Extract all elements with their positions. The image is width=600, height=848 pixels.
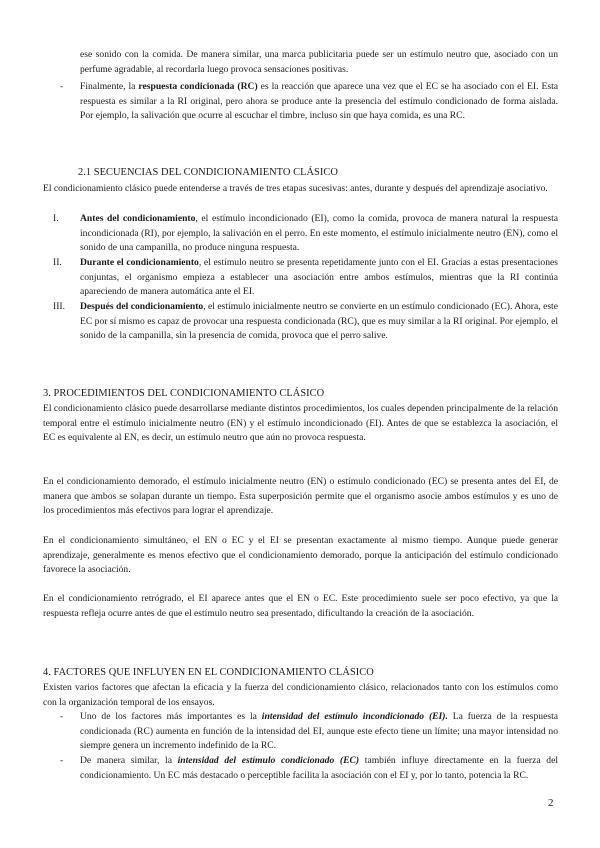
page-number: 2 xyxy=(548,797,554,809)
bullet-marker: - xyxy=(60,755,64,766)
bullet-marker: - xyxy=(60,81,64,92)
sequence-term: Antes del condicionamiento xyxy=(80,213,196,224)
section-2-1-intro: El condicionamiento clásico puede entenderse a través de tres etapas sucesivas: antes, durante y después del aprendizaje asociativo. xyxy=(43,183,548,194)
section-4-intro: Existen varios factores que afectan la eficacia y la fuerza del condicionamiento clásico, relacionados tanto con los estímulos como con la organización temporal de los ensayos. xyxy=(43,682,558,708)
document-page: ese sonido con la comida. De manera similar, una marca publicitaria puede ser un estímulo neutro que, asociado con un perfume agradable, al recordarla luego provoca sensaciones positivas. - Finalmente, la respuesta condicionada (RC) es la reacción que aparece una vez que el EC se ha asociado con el EI. Esta respuesta es similar a la RI original, pero ahora se produce ante la presencia del estímulo condicionado de forma aislada. Por ejemplo, la salivación que ocurre al escuchar el timbre, incluso sin que haya comida, es una RC. 2.1 SECUENCIAS DEL CONDICIONAMIENTO CLÁSICO El condicionamiento clásico puede entenderse a través de tres etapas sucesivas: antes, durante y después del aprendizaje asociativo. I. Antes del condicionamiento, el estímulo incondicionado (EI), como la comida, provoca de manera natural la respuesta incondicionada (RI), por ejemplo, la salivación en el perro. En este momento, el estímulo inicialmente neutro (EN), como el sonido de una campanilla, no produce ninguna respuesta. II. Durante el condicionamiento, el estímulo neutro se presenta repetidamente junto con el EI. Gracias a estas presentaciones conjuntas, el organismo empieza a establecer una asociación entre ambos estímulos, mientras que la RI continúa apareciendo de manera automática ante el EI. III. Después del condicionamiento, el estímulo inicialmente neutro se convierte en un estímulo condicionado (EC). Ahora, este EC por sí mismo es capaz de provocar una respuesta condicionada (RC), que es muy similar a la RI original. Por ejemplo, el sonido de la campanilla, sin la presencia de comida, provoca que el perro salive. 3. PROCEDIMIENTOS DEL CONDICIONAMIENTO CLÁSICO El condicionamiento clásico puede desarrollarse mediante distintos procedimientos, los cuales dependen principalmente de la relación temporal entre el estímulo inicialmente neutro (EN) y el estímulo incondicionado (EI). Antes de que se establezca la asociación, el EC es equivalente al EN, es decir, un estímulo neutro que aún no provoca respuesta. En el condicionamiento demorado, el estímulo inicialmente neutro (EN) o estímulo condicionado (EC) se presenta antes del EI, de manera que ambos se solapan durante un tiempo. Esta superposición permite que el organismo asocie ambos estímulos y es uno de los procedimientos más efectivos para lograr el aprendizaje. En el condicionamiento simultáneo, el EN o EC y el EI se presentan exactamente al mismo tiempo. Aunque puede generar aprendizaje, generalmente es menos efectivo que el condicionamiento demorado, porque la anticipación del estímulo condicionado favorece la asociación. En el condicionamiento retrógrado, el EI aparece antes que el EN o EC. Este procedimiento suele ser poco efectivo, ya que la respuesta refleja ocurre antes de que el estímulo neutro sea presentado, dificultando la creación de la asociación. 4. FACTORES QUE INFLUYEN EN EL CONDICIONAMIENTO CLÁSICO Existen varios factores que afectan la eficacia y la fuerza del condicionamiento clásico, relacionados tanto con los estímulos como con la organización temporal de los ensayos. - Uno de los factores más importantes es la intensidad del estímulo incondicionado (EI). La fuerza de la respuesta condicionada (RC) aumenta en función de la intensidad del EI, aunque este efecto tiene un límite; una mayor intensidad no siempre genera un incremento indefinido de la RC. - De manera similar, la intensidad del estímulo condicionado (EC) también influye directamente en la fuerza del condicionamiento. Un EC más destacado o perceptible facilita la asociación con el EI y, por lo tanto, potencia la RC. 2 xyxy=(0,0,600,848)
section-heading-3: 3. PROCEDIMIENTOS DEL CONDICIONAMIENTO CLÁSICO xyxy=(43,388,325,399)
roman-marker: II. xyxy=(53,257,62,268)
sequence-term: Después del condicionamiento xyxy=(80,301,204,312)
roman-marker: I. xyxy=(53,213,59,224)
rc-term: respuesta condicionada (RC) xyxy=(138,81,258,92)
factor-term: intensidad del estímulo condicionado (EC) xyxy=(177,755,360,766)
section-3-paragraph: El condicionamiento clásico puede desarrollarse mediante distintos procedimientos, los cuales dependen principalmente de la relación temporal entre el estímulo inicialmente neutro (EN) y el estímulo incondicionado (EI). Antes de que se establezca la asociación, el EC es equivalente al EN, es decir, un estímulo neutro que aún no provoca respuesta. xyxy=(43,403,558,444)
section-3-paragraph: En el condicionamiento retrógrado, el EI aparece antes que el EN o EC. Este procedimiento suele ser poco efectivo, ya que la respuesta refleja ocurre antes de que el estímulo neutro sea presentado, dificultando la creación de la asociación. xyxy=(43,593,558,619)
sequence-term: Durante el condicionamiento xyxy=(80,257,199,268)
bullet-marker: - xyxy=(60,711,64,722)
section-heading-4: 4. FACTORES QUE INFLUYEN EN EL CONDICIONAMIENTO CLÁSICO xyxy=(43,667,374,678)
section-3-paragraph: En el condicionamiento simultáneo, el EN o EC y el EI se presentan exactamente al mismo tiempo. Aunque puede generar aprendizaje, generalmente es menos efectivo que el condicionamiento demorado, porque la anticipación del estímulo condicionado favorece la asociación. xyxy=(43,535,558,576)
section-heading-2-1: 2.1 SECUENCIAS DEL CONDICIONAMIENTO CLÁSICO xyxy=(78,167,338,178)
section-3-paragraph: En el condicionamiento demorado, el estímulo inicialmente neutro (EN) o estímulo condicionado (EC) se presenta antes del EI, de manera que ambos se solapan durante un tiempo. Esta superposición permite que el organismo asocie ambos estímulos y es uno de los procedimientos más efectivos para lograr el aprendizaje. xyxy=(43,476,558,517)
rc-bullet-text: Finalmente, la respuesta condicionada (RC) es la reacción que aparece una vez que el EC se ha asociado con el EI. Esta respuesta es similar a la RI original, pero ahora se produce ante la presencia del estímulo condicionado de forma aislada. Por ejemplo, la salivación que ocurre al escuchar el timbre, incluso sin que haya comida, es una RC. xyxy=(80,81,558,122)
roman-marker: III. xyxy=(53,301,65,312)
factor-term: intensidad del estímulo incondicionado (EI). xyxy=(261,711,448,722)
continued-bullet-text: ese sonido con la comida. De manera similar, una marca publicitaria puede ser un estímulo neutro que, asociado con un perfume agradable, al recordarla luego provoca sensaciones positivas. xyxy=(80,49,558,75)
